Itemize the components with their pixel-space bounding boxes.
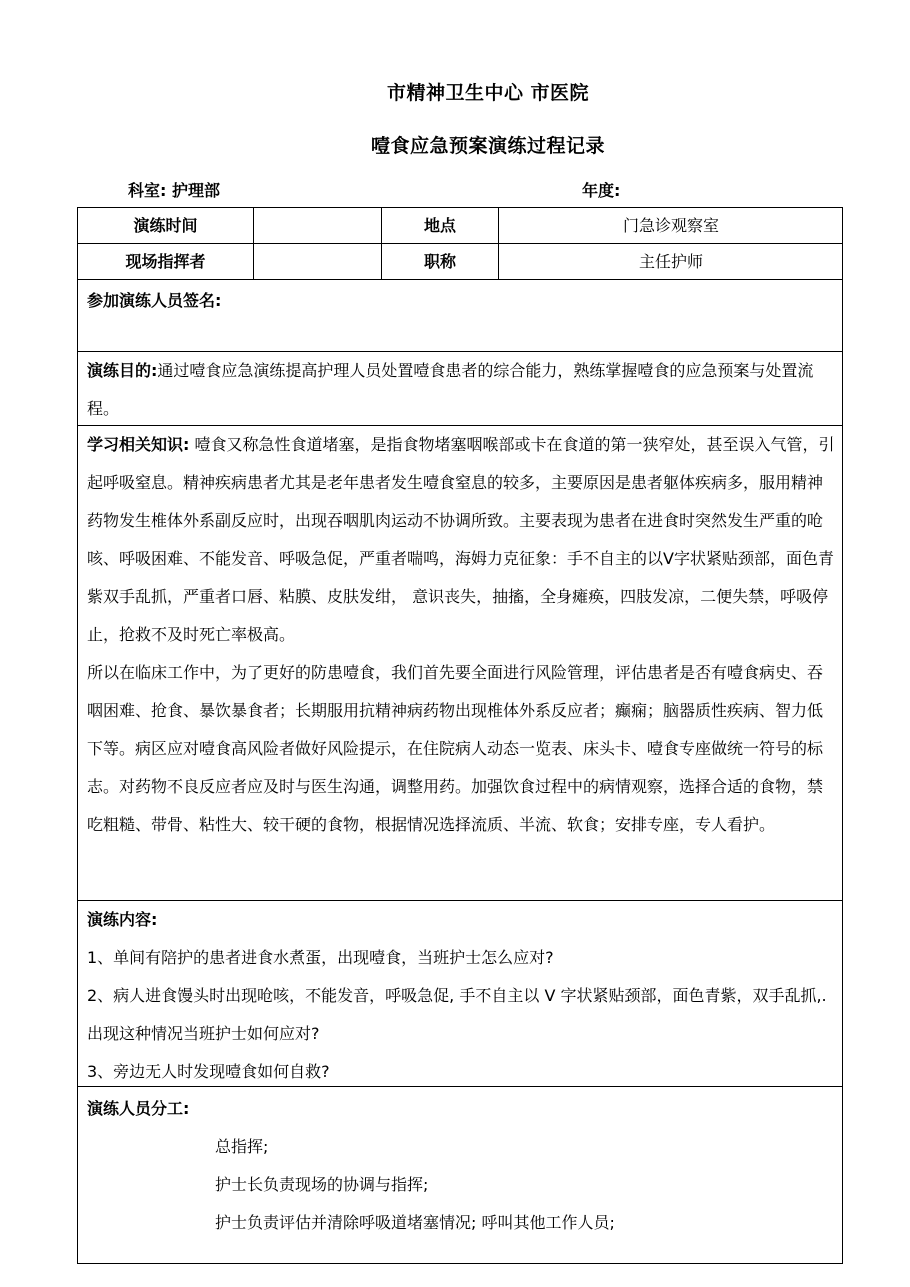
drill-time-value xyxy=(254,208,381,244)
content-item-1: 1、单间有陪护的患者进食水煮蛋，出现噎食，当班护士怎么应对? xyxy=(87,948,554,967)
roles-item-1: 总指挥; xyxy=(215,1137,269,1156)
job-title-label: 职称 xyxy=(423,252,456,271)
knowledge-text-2: 所以在临床工作中，为了更好的防患噎食，我们首先要全面进行风险管理，评估患者是否有噎食病史、吞咽困难、抢食、暴饮暴食者；长期服用抗精神病药物出现椎体外系反应者；癫痫；脑器质性疾病、智力低下等。病区应对噎食高风险者做好风险提示，在住院病人动态一览表、床头卡、噎食专座做统一符号的标志。对药物不良反应者应及时与医生沟通，调整用药。加强饮食过程中的病情观察，选择合适的食物，禁吃粗糙、带骨、粘性大、较干硬的食物，根据情况选择流质、半流、软食；安排专座，专人看护。 xyxy=(87,663,824,834)
commander-value xyxy=(254,244,381,280)
participants-label: 参加演练人员签名: xyxy=(87,291,222,310)
location-label: 地点 xyxy=(423,216,456,235)
content-item-3: 3、旁边无人时发现噎食如何自救? xyxy=(87,1062,330,1081)
department-label: 科室: 护理部 xyxy=(128,181,220,200)
location-value: 门急诊观察室 xyxy=(622,216,719,235)
roles-label: 演练人员分工: xyxy=(87,1099,190,1118)
knowledge-section xyxy=(87,426,836,844)
document-title: 市精神卫生中心 市医院 xyxy=(386,82,590,104)
participants-section xyxy=(87,282,836,320)
year-label: 年度: xyxy=(582,181,621,200)
document-subtitle: 噎食应急预案演练过程记录 xyxy=(370,135,605,157)
job-title-value: 主任护师 xyxy=(638,252,703,271)
roles-section xyxy=(87,1090,836,1242)
content-section xyxy=(87,901,836,1091)
purpose-text: 通过噎食应急演练提高护理人员处置噎食患者的综合能力，熟练掌握噎食的应急预案与处置流程。 xyxy=(87,361,814,418)
knowledge-text-1: 噎食又称急性食道堵塞，是指食物堵塞咽喉部或卡在食道的第一狭窄处，甚至误入气管，引起呼吸窒息。精神疾病患者尤其是老年患者发生噎食窒息的较多，主要原因是患者躯体疾病多，服用精神药物发生椎体外系副反应时，出现吞咽肌肉运动不协调所致。主要表现为患者在进食时突然发生严重的呛咳、呼吸困难、不能发音、呼吸急促，严重者喘鸣，海姆力克征象：手不自主的以Ⅴ字状紧贴颈部，面色青紫双手乱抓，严重者口唇、粘膜、皮肤发绀， 意识丧失，抽搐，全身瘫痪，四肢发凉，二便失禁，呼吸停止，抢救不及时死亡率极高。 xyxy=(87,435,835,644)
commander-label: 现场指挥者 xyxy=(125,252,206,271)
purpose-section xyxy=(87,352,836,428)
content-item-2: 2、病人进食馒头时出现呛咳，不能发音，呼吸急促, 手不自主以 V 字状紧贴颈部，面色青紫，双手乱抓,.出现这种情况当班护士如何应对? xyxy=(87,986,827,1043)
roles-item-2: 护士长负责现场的协调与指挥; xyxy=(215,1175,429,1194)
roles-item-3: 护士负责评估并清除呼吸道堵塞情况; 呼叫其他工作人员; xyxy=(215,1213,615,1232)
purpose-label: 演练目的: xyxy=(87,361,158,380)
record-table xyxy=(77,207,843,1264)
drill-time-label: 演练时间 xyxy=(133,216,198,235)
knowledge-label: 学习相关知识: xyxy=(87,435,190,454)
content-label: 演练内容: xyxy=(87,910,158,929)
